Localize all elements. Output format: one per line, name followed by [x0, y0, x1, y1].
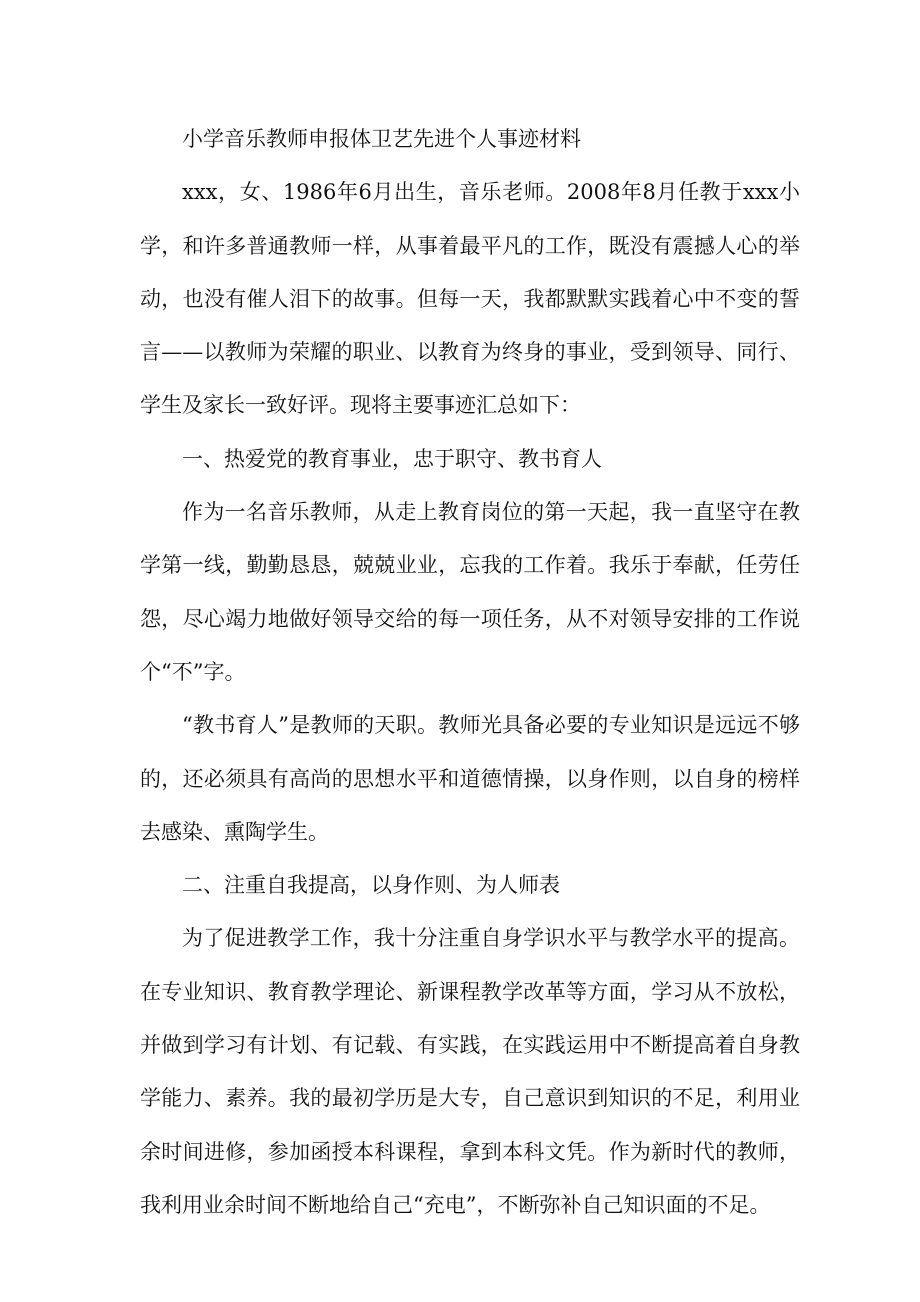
section-heading-2: 二、注重自我提高，以身作则、为人师表	[182, 873, 560, 898]
paragraph-section-2: 为了促进教学工作，我十分注重自身学识水平与教学水平的提高。在专业知识、教育教学理论、新课程教学改革等方面，学习从不放松，并做到学习有计划、有记载、有实践，在实践运用中不断提高着自身教学能力、素养。我的最初学历是大专，自己意识到知识的不足，利用业余时间进修，参加函授本科课程，拿到本科文凭。作为新时代的教师，我利用业余时间不断地给自己“充电”，不断弥补自己知识面的不足。	[140, 926, 800, 1217]
section-heading-1: 一、热爱党的教育事业，忠于职守、教书育人	[182, 446, 602, 471]
document-title: 小学音乐教师申报体卫艺先进个人事迹材料	[182, 127, 581, 151]
document-body	[140, 113, 800, 1232]
paragraph-section-1b: “教书育人”是教师的天职。教师光具备必要的专业知识是远远不够的，还必须具有高尚的思想水平和道德情操，以身作则，以自身的榜样去感染、熏陶学生。	[140, 713, 800, 844]
paragraph-section-1a: 作为一名音乐教师，从走上教育岗位的第一天起，我一直坚守在教学第一线，勤勤恳恳，兢兢业业，忘我的工作着。我乐于奉献，任劳任怨，尽心竭力地做好领导交给的每一项任务，从不对领导安排的工作说个“不”字。	[140, 500, 800, 684]
paragraph-intro: xxx，女、1986年6月出生，音乐老师。2008年8月任教于xxx小学，和许多普通教师一样，从事着最平凡的工作，既没有震撼人心的举动，也没有催人泪下的故事。但每一天，我都默默实践着心中不变的誓言——以教师为荣耀的职业、以教育为终身的事业，受到领导、同行、学生及家长一致好评。现将主要事迹汇总如下：	[140, 180, 800, 418]
